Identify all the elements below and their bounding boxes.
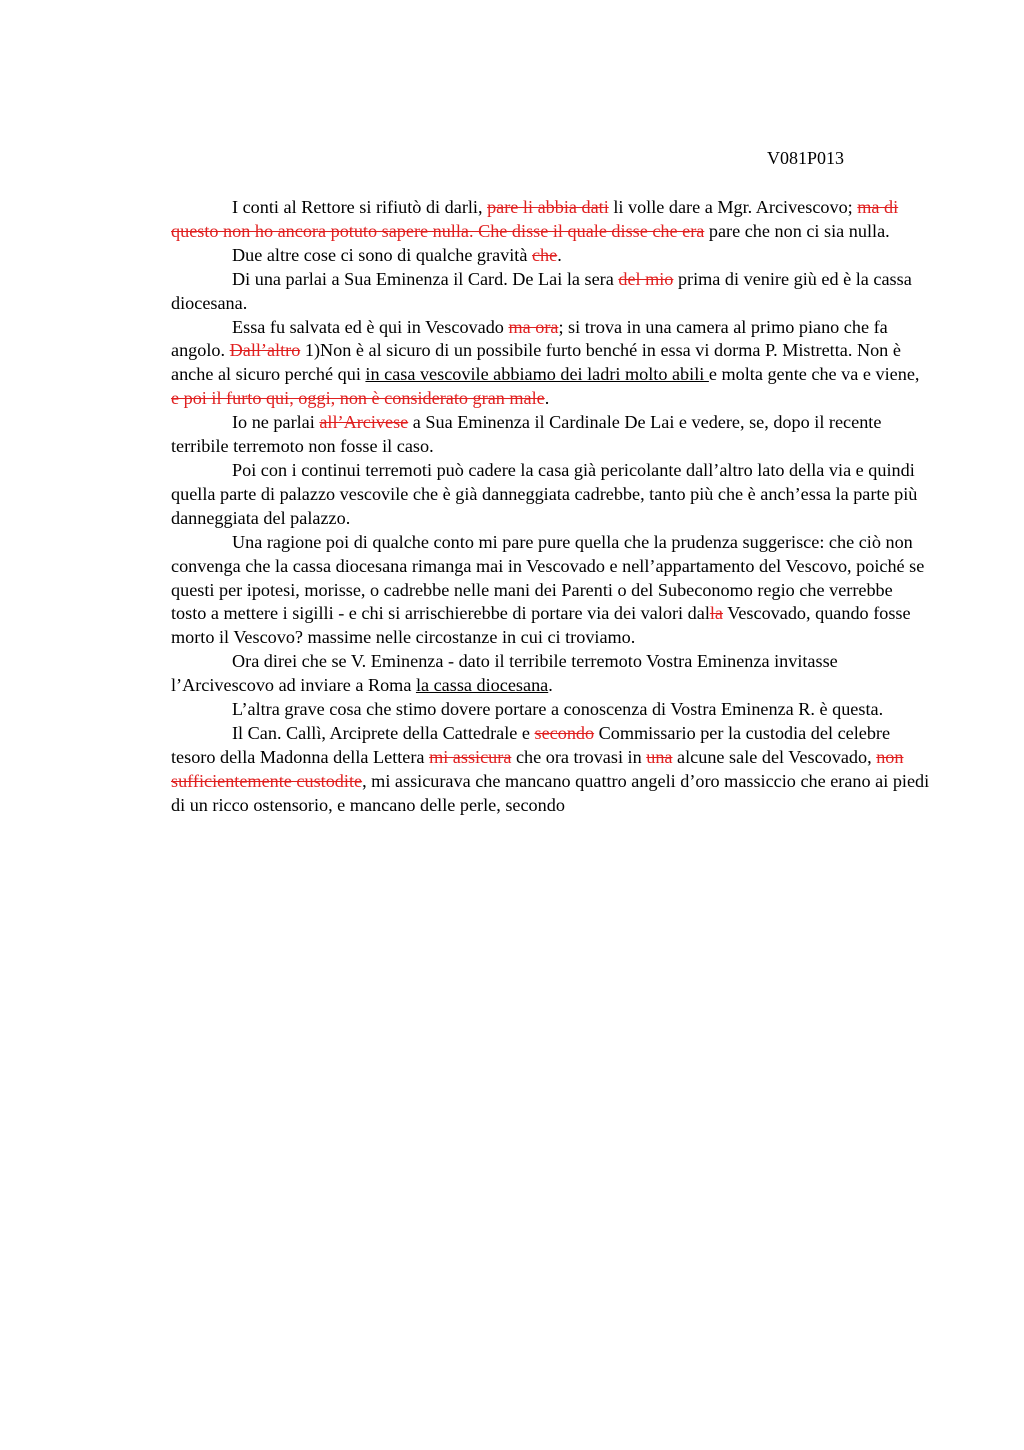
paragraph [171, 459, 931, 531]
text-segment: e molta gente che va e viene, [708, 364, 920, 385]
text-segment: alcune sale del Vescovado, [672, 746, 877, 767]
document-body [171, 196, 931, 818]
deleted-text: mi assicura [429, 746, 512, 767]
paragraph [171, 411, 931, 459]
paragraph [171, 722, 931, 818]
deleted-text: la [709, 603, 724, 624]
text-segment: . [557, 244, 562, 265]
deleted-text: e poi il furto qui, oggi, non è considerato gran male [171, 388, 545, 409]
text-segment: Poi con i continui terremoti può cadere la casa già pericolante dall’altro lato della via e quindi quella parte di palazzo vescovile che è già danneggiata cadrebbe, tanto più che è anch’essa la parte più danneggiata del palazzo. [171, 459, 918, 528]
text-segment: Io ne parlai [232, 412, 320, 433]
text-segment: . [548, 675, 553, 696]
text-segment: Commissario per la custodia del celebre tesoro della Madonna della Lettera [171, 722, 891, 767]
deleted-text: ma di questo non ho ancora potuto sapere nulla. Che disse il quale disse che era [171, 197, 899, 241]
deleted-text: Dall’altro [229, 340, 301, 361]
text-segment: a Sua Eminenza il Cardinale De Lai e vedere, se, dopo il recente terribile terremoto non fosse il caso. [171, 412, 882, 457]
text-segment: Due altre cose ci sono di qualche gravità [232, 244, 532, 265]
text-segment: li volle dare a Mgr. Arcivescovo; [608, 197, 858, 217]
text-segment: , mi assicurava che mancano quattro angeli d’oro massiccio che erano ai piedi di un ricco ostensorio, e mancano delle perle, secondo [171, 770, 930, 815]
deleted-text: una [646, 746, 673, 767]
text-segment: Una ragione poi di qualche conto mi pare pure quella che la prudenza suggerisce: che ciò non convenga che la cassa diocesana rimanga mai in Vescovado e nell’appartamento del Vescovo, poiché se questi per ipotesi, morisse, o cadrebbe nelle mani dei Parenti o del Subeconomo regio che verrebbe tosto a mettere i sigilli - e chi si arrischierebbe di portare via dei valori dal [171, 531, 925, 624]
paragraph [171, 698, 931, 722]
deleted-text: all’Arcivese [319, 412, 409, 433]
deleted-text: pare li abbia dati [487, 197, 609, 217]
deleted-text: secondo [534, 722, 595, 743]
paragraph [171, 531, 931, 651]
paragraph [171, 650, 931, 698]
text-segment: I conti al Rettore si rifiutò di darli, [232, 197, 488, 217]
text-segment: L’altra grave cosa che stimo dovere portare a conoscenza di Vostra Eminenza R. è questa. [232, 699, 884, 720]
deleted-text: non sufficientemente custodite [171, 746, 904, 791]
deleted-text: del mio [618, 268, 674, 289]
document-id: V081P013 [766, 148, 844, 168]
underlined-text: la cassa diocesana [415, 675, 549, 696]
text-segment: prima di venire giù ed è la cassa diocesana. [171, 268, 912, 313]
text-segment: Ora direi che se V. Eminenza - dato il terribile terremoto Vostra Eminenza invitasse l’Arcivescovo ad inviare a Roma [171, 651, 838, 696]
deleted-text: ma ora [508, 316, 559, 337]
paragraph [171, 244, 931, 268]
text-segment: Vescovado, quando fosse morto il Vescovo? massime nelle circostanze in cui ci troviamo. [171, 603, 911, 648]
text-segment: ; si trova in una camera al primo piano che fa angolo. [171, 316, 888, 361]
text-segment: Il Can. Callì, Arciprete della Cattedrale e [232, 722, 535, 743]
paragraph [171, 196, 931, 244]
text-segment: pare che non ci sia nulla. [704, 220, 890, 241]
text-segment: . [544, 388, 550, 409]
deleted-text: che [531, 244, 558, 265]
paragraph [171, 316, 931, 412]
text-segment: che ora trovasi in [511, 746, 647, 767]
underlined-text: in casa vescovile abbiamo dei ladri molto abili [365, 364, 709, 385]
text-segment: Di una parlai a Sua Eminenza il Card. De Lai la sera [232, 268, 619, 289]
text-segment: Essa fu salvata ed è qui in Vescovado [232, 316, 509, 337]
text-segment: 1)Non è al sicuro di un possibile furto benché in essa vi dorma P. Mistretta. Non è anche al sicuro perché qui [171, 340, 901, 385]
paragraph [171, 268, 931, 316]
